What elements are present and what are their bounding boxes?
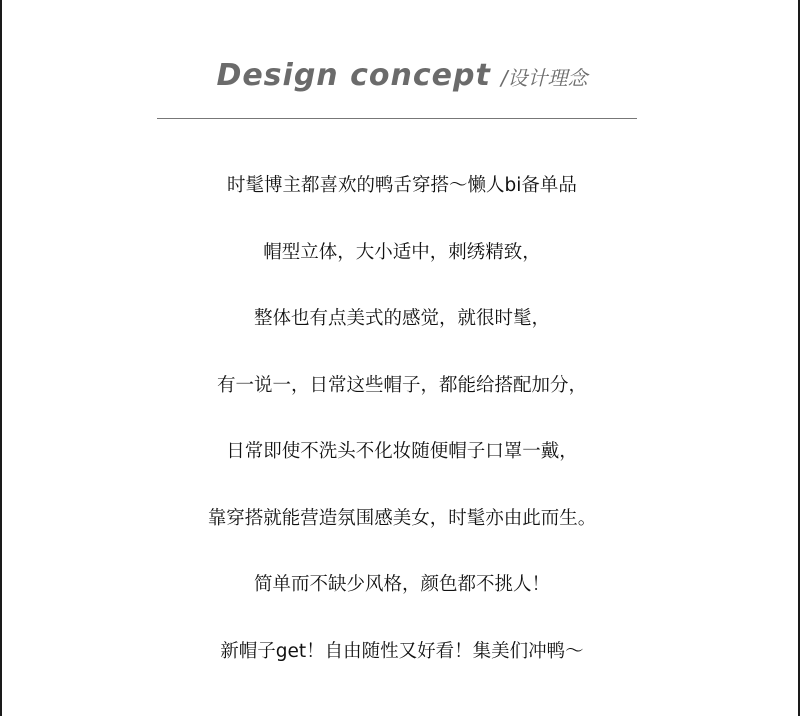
section-heading	[2, 58, 800, 93]
description-line: 帽型立体，大小适中，刺绣精致，	[263, 241, 541, 263]
description-line: 简单而不缺少风格，颜色都不挑人！	[253, 574, 550, 595]
heading-title-en: Design concept	[216, 58, 491, 93]
description-line: 靠穿搭就能营造氛围感美女，时髦亦由此而生。	[207, 507, 597, 529]
description-line: 整体也有点美式的感觉，就很时髦，	[253, 308, 550, 329]
heading-divider	[157, 118, 637, 119]
description-line: 有一说一，日常这些帽子，都能给搭配加分，	[216, 374, 587, 396]
description-text-block	[2, 166, 800, 698]
description-line: 新帽子get！自由随性又好看！集美们冲鸭～	[220, 640, 584, 662]
description-line: 日常即使不洗头不化妆随便帽子口罩一戴，	[226, 441, 578, 462]
heading-title-zh: /设计理念	[500, 66, 588, 90]
description-line: 时髦博主都喜欢的鸭舌穿搭～懒人bi备单品	[227, 175, 577, 196]
